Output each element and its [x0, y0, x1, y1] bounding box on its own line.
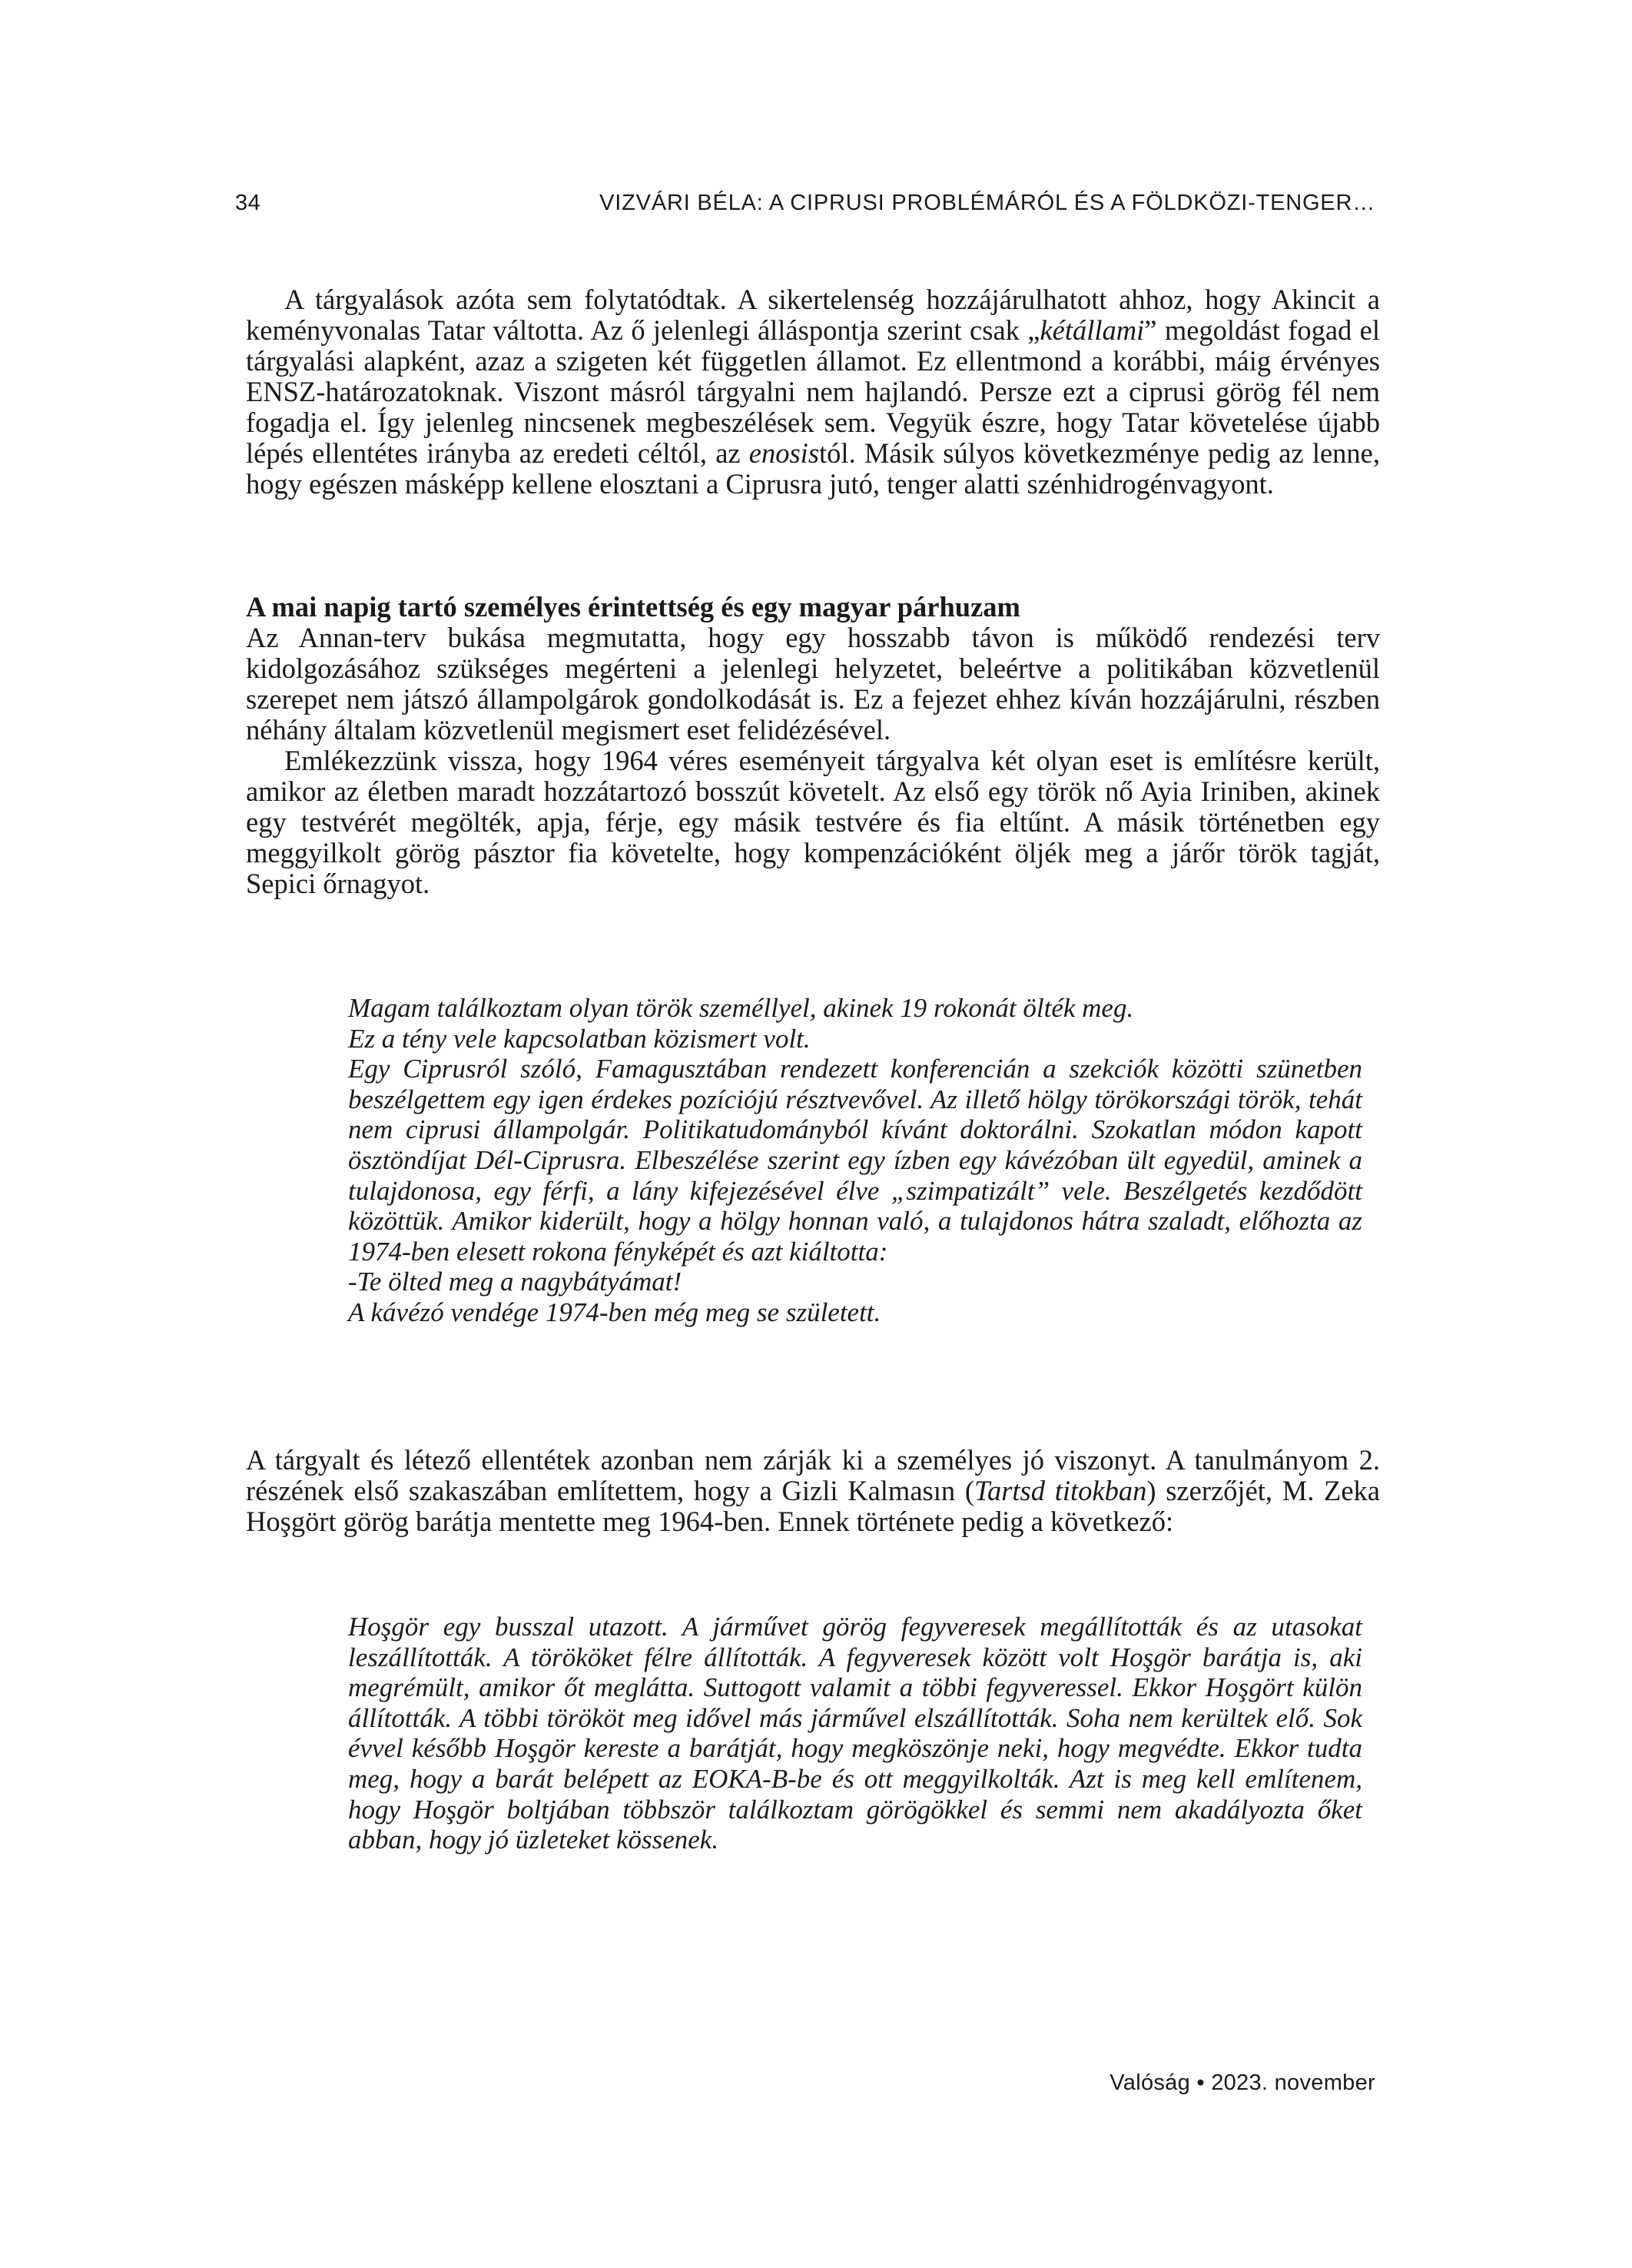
block-quote-2 [348, 1612, 1362, 1855]
block-quote-1 [348, 993, 1362, 1328]
journal-name: Valóság [1110, 2070, 1191, 2095]
paragraph-annan-plan: Az Annan-terv bukása megmutatta, hogy egy hosszabb távon is működő rendezési terv kidolgozásához szükséges megérteni a jelenlegi helyzetet, beleértve a politikában közvetlenül szerepet nem játszó állampolgárok gondolkodását is. Ez a fejezet ehhez kíván hozzájárulni, részben néhány általam közvetlenül megismert eset felidézésével. [246, 622, 1380, 745]
emphasis-ketallami: kétállami [1040, 314, 1145, 346]
running-header [235, 191, 1375, 221]
issue-date: 2023. november [1211, 2070, 1375, 2095]
quote-line: Ez a tény vele kapcsolatban közismert volt. [348, 1023, 811, 1054]
paragraph-personal-relations: A tárgyalt és létező ellentétek azonban nem zárják ki a személyes jó viszonyt. A tanulmányom 2. részének első szakaszában említettem, hogy a Gizli Kalmasın (Tartsd titokban) szerzőjét, M. Zeka Hoşgört görög barátja mentette meg 1964-ben. Ennek története pedig a következő: [246, 1444, 1380, 1537]
paragraph-1964-events: Emlékezzünk vissza, hogy 1964 véres eseményeit tárgyalva két olyan eset is említésre került, amikor az életben maradt hozzátartozó bosszút követelt. Az első egy török nő Ayia Iriniben, akinek egy testvérét megölték, apja, férje, egy másik testvére és fia eltűnt. A másik történetben egy meggyilkolt görög pásztor fia követelte, hogy kompenzációként öljék meg a járőr török tagját, Sepici őrnagyot. [246, 745, 1380, 899]
emphasis-book-title: Tartsd titokban [974, 1475, 1147, 1506]
section-3 [246, 1445, 1380, 1537]
paragraph-negotiations: A tárgyalások azóta sem folytatódtak. A sikertelenség hozzájárulhatott ahhoz, hogy Akincit a keményvonalas Tatar váltotta. Az ő jelenlegi álláspontja szerint csak „kétállami” megoldást fogad el tárgyalási alapként, azaz a szigeten két független államot. Ez ellentmond a korábbi, máig érvényes ENSZ-határozatoknak. Viszont másról tárgyalni nem hajlandó. Persze ezt a ciprusi görög fél nem fogadja el. Így jelenleg nincsenek megbeszélések sem. Vegyük észre, hogy Tatar követelése újabb lépés ellentétes irányba az eredeti céltól, az enosistól. Másik súlyos következménye pedig az lenne, hogy egészen másképp kellene elosztani a Ciprusra jutó, tenger alatti szénhidrogénvagyont. [246, 284, 1380, 500]
quote-paragraph: Egy Ciprusról szóló, Famagusztában rendezett konferencián a szekciók közötti szünetben beszélgettem egy igen érdekes pozíciójú résztvevővel. Az illető hölgy törökországi török, tehát nem ciprusi állampolgár. Politikatudományból kívánt doktorálni. Szokatlan módon kapott ösztöndíjat Dél-Ciprusra. Elbeszélése szerint egy ízben egy kávézóban ült egyedül, aminek a tulajdonosa, egy férfi, a lány kifejezésével élve „szimpatizált” vele. Beszélgetés kezdődött közöttük. Amikor kiderült, hogy a hölgy honnan való, a tulajdonos hátra szaladt, előhozta az 1974-ben elesett rokona fényképét és azt kiáltotta: [348, 1054, 1362, 1267]
section-heading: A mai napig tartó személyes érintettség és egy magyar párhuzam [246, 591, 1020, 623]
quote-line: Magam találkoztam olyan török személlyel, akinek 19 rokonát ölték meg. [348, 993, 1134, 1023]
running-title: VIZVÁRI BÉLA: A CIPRUSI PROBLÉMÁRÓL ÉS A FÖLDKÖZI-TENGER… [599, 191, 1375, 215]
page-number: 34 [235, 191, 261, 215]
quote-paragraph: Hoşgör egy busszal utazott. A járművet görög fegyveresek megállították és az utasokat leszállították. A törököket félre állították. A fegyveresek között volt Hoşgör barátja is, aki megrémült, amikor őt meglátta. Suttogott valamit a többi fegyveressel. Ekkor Hoşgört külön állították. A többi törököt meg idővel más járművel elszállították. Soha nem kerültek elő. Sok évvel később Hoşgör kereste a barátját, hogy megköszönje neki, hogy megvédte. Ekkor tudta meg, hogy a barát belépett az EOKA-B-be és ott meggyilkolták. Azt is meg kell említenem, hogy Hoşgör boltjában többször találkoztam görögökkel és semmi nem akadályozta őket abban, hogy jó üzleteket kössenek. [348, 1612, 1362, 1855]
section-1 [246, 284, 1380, 500]
quote-exclamation: -Te ölted meg a nagybátyámat! [348, 1267, 682, 1297]
footer-separator: • [1196, 2070, 1205, 2095]
emphasis-enosis: enosis [748, 437, 820, 469]
section-2 [246, 592, 1380, 899]
page-footer [1110, 2070, 1375, 2096]
quote-closing: A kávézó vendége 1974-ben még meg se született. [348, 1297, 881, 1327]
